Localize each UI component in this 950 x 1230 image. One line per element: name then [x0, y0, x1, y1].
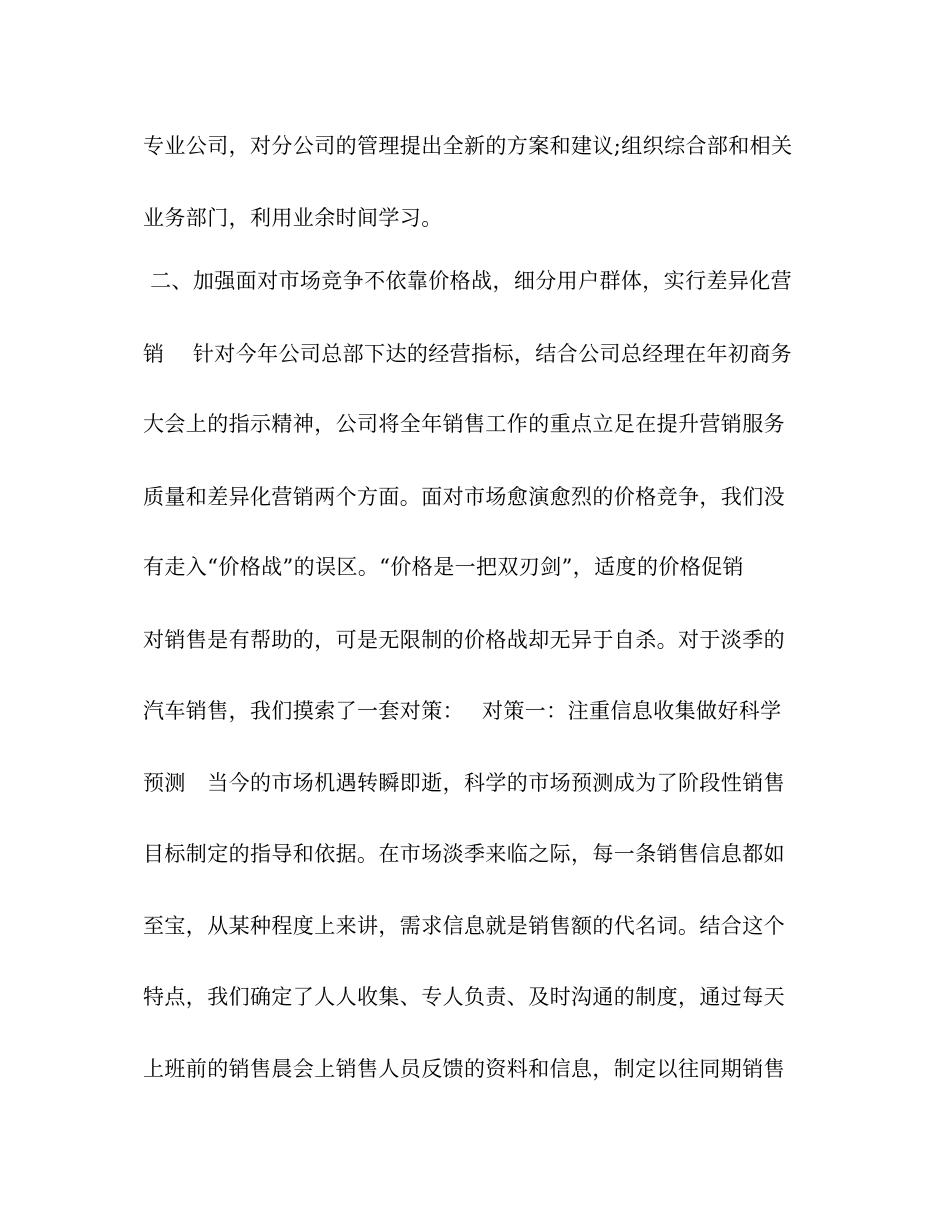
text-line: 上班前的销售晨会上销售人员反馈的资料和信息，制定以往同期销售	[143, 1057, 785, 1081]
text-line: 至宝，从某种程度上来讲，需求信息就是销售额的代名词。结合这个	[143, 914, 785, 938]
text-line: 销 针对今年公司总部下达的经营指标，结合公司总经理在年初商务	[143, 342, 793, 366]
text-line: 对销售是有帮助的，可是无限制的价格战却无异于自杀。对于淡季的	[143, 628, 785, 652]
text-line: 业务部门，利用业余时间学习。	[143, 206, 443, 230]
text-line: 质量和差异化营销两个方面。面对市场愈演愈烈的价格竞争，我们没	[143, 485, 785, 509]
section-heading: 二、加强面对市场竞争不依靠价格战，细分用户群体，实行差异化营	[143, 269, 793, 293]
text-line: 目标制定的指导和依据。在市场淡季来临之际，每一条销售信息都如	[143, 842, 785, 866]
text-line: 专业公司，对分公司的管理提出全新的方案和建议;组织综合部和相关	[143, 134, 793, 158]
text-line: 大会上的指示精神，公司将全年销售工作的重点立足在提升营销服务	[143, 412, 785, 436]
text-line: 特点，我们确定了人人收集、专人负责、及时沟通的制度，通过每天	[143, 985, 785, 1009]
text-line: 有走入“价格战”的误区。“价格是一把双刃剑”，适度的价格促销	[143, 555, 744, 579]
text-line: 汽车销售，我们摸索了一套对策： 对策一：注重信息收集做好科学	[143, 699, 782, 723]
text-line: 预测 当今的市场机遇转瞬即逝，科学的市场预测成为了阶段性销售	[143, 771, 785, 795]
